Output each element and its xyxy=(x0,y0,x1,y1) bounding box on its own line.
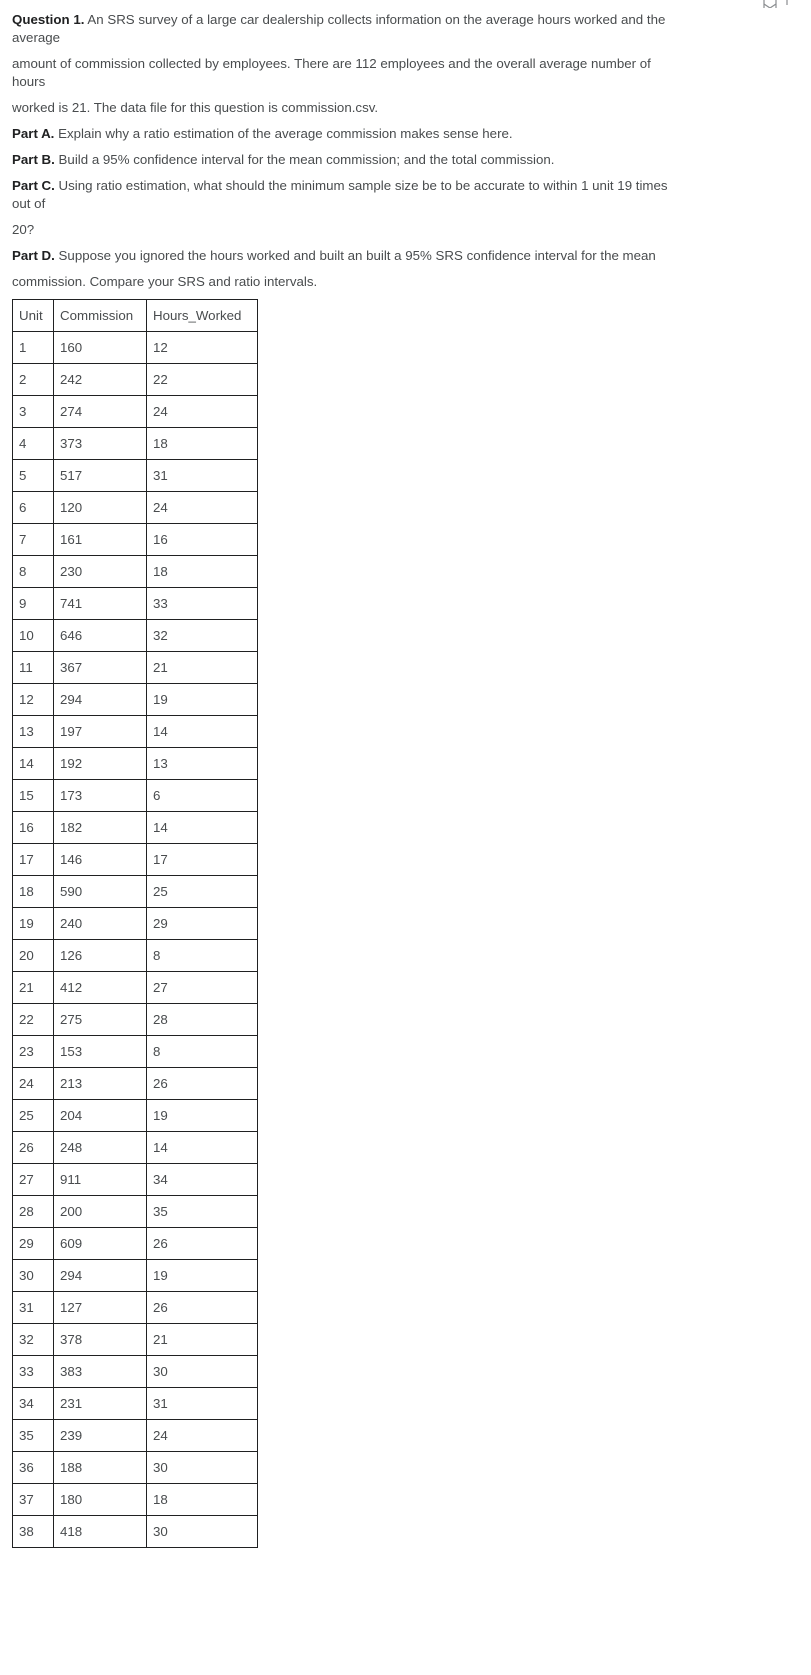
cell-commission: 412 xyxy=(54,972,147,1004)
cell-unit: 11 xyxy=(13,652,54,684)
paragraph-lead: Part C. xyxy=(12,178,55,193)
cell-hours-worked: 6 xyxy=(147,780,258,812)
table-row xyxy=(13,556,258,588)
cell-hours-worked: 32 xyxy=(147,620,258,652)
table-row xyxy=(13,1260,258,1292)
cell-unit: 38 xyxy=(13,1516,54,1548)
cell-commission: 127 xyxy=(54,1292,147,1324)
cell-commission: 242 xyxy=(54,364,147,396)
table-row xyxy=(13,1484,258,1516)
top-right-actions xyxy=(763,0,789,8)
question-paragraph xyxy=(12,55,672,91)
paragraph-text: worked is 21. The data file for this question is commission.csv. xyxy=(12,100,379,115)
cell-commission: 367 xyxy=(54,652,147,684)
cell-hours-worked: 28 xyxy=(147,1004,258,1036)
cell-unit: 13 xyxy=(13,716,54,748)
cell-hours-worked: 30 xyxy=(147,1452,258,1484)
cell-hours-worked: 21 xyxy=(147,652,258,684)
table-row xyxy=(13,1164,258,1196)
table-row xyxy=(13,1132,258,1164)
cell-hours-worked: 16 xyxy=(147,524,258,556)
cell-commission: 248 xyxy=(54,1132,147,1164)
cell-commission: 911 xyxy=(54,1164,147,1196)
question-content xyxy=(12,11,672,1548)
cell-unit: 6 xyxy=(13,492,54,524)
cell-unit: 1 xyxy=(13,332,54,364)
table-row xyxy=(13,396,258,428)
question-paragraph xyxy=(12,151,672,169)
cell-unit: 21 xyxy=(13,972,54,1004)
table-row xyxy=(13,1420,258,1452)
cell-unit: 8 xyxy=(13,556,54,588)
cell-hours-worked: 31 xyxy=(147,1388,258,1420)
cell-unit: 4 xyxy=(13,428,54,460)
cell-unit: 22 xyxy=(13,1004,54,1036)
paragraph-text: amount of commission collected by employees. There are 112 employees and the overall average number of hours xyxy=(12,56,651,89)
cell-hours-worked: 18 xyxy=(147,556,258,588)
cell-hours-worked: 26 xyxy=(147,1292,258,1324)
cell-hours-worked: 25 xyxy=(147,876,258,908)
question-paragraph xyxy=(12,125,672,143)
bookmark-icon[interactable] xyxy=(763,0,777,8)
cell-commission: 383 xyxy=(54,1356,147,1388)
cell-unit: 10 xyxy=(13,620,54,652)
paragraph-lead: Question 1. xyxy=(12,12,85,27)
more-icon[interactable] xyxy=(785,0,789,8)
cell-commission: 294 xyxy=(54,684,147,716)
paragraph-lead: Part B. xyxy=(12,152,55,167)
cell-unit: 29 xyxy=(13,1228,54,1260)
question-text xyxy=(12,11,672,291)
table-row xyxy=(13,940,258,972)
table-row xyxy=(13,652,258,684)
paragraph-lead: Part A. xyxy=(12,126,55,141)
table-row xyxy=(13,428,258,460)
cell-unit: 27 xyxy=(13,1164,54,1196)
cell-commission: 120 xyxy=(54,492,147,524)
cell-commission: 192 xyxy=(54,748,147,780)
cell-commission: 182 xyxy=(54,812,147,844)
table-row xyxy=(13,684,258,716)
cell-hours-worked: 8 xyxy=(147,1036,258,1068)
table-row xyxy=(13,460,258,492)
paragraph-text: Explain why a ratio estimation of the average commission makes sense here. xyxy=(54,126,513,141)
table-row xyxy=(13,524,258,556)
cell-hours-worked: 31 xyxy=(147,460,258,492)
cell-hours-worked: 18 xyxy=(147,1484,258,1516)
cell-unit: 33 xyxy=(13,1356,54,1388)
cell-unit: 32 xyxy=(13,1324,54,1356)
cell-commission: 378 xyxy=(54,1324,147,1356)
cell-hours-worked: 26 xyxy=(147,1068,258,1100)
commission-table xyxy=(12,299,258,1548)
column-header-commission: Commission xyxy=(54,300,147,332)
table-row xyxy=(13,588,258,620)
question-paragraph xyxy=(12,177,672,213)
cell-hours-worked: 21 xyxy=(147,1324,258,1356)
table-row xyxy=(13,908,258,940)
paragraph-text: An SRS survey of a large car dealership collects information on the average hours worked and the average xyxy=(12,12,666,45)
cell-unit: 35 xyxy=(13,1420,54,1452)
cell-hours-worked: 14 xyxy=(147,716,258,748)
cell-commission: 160 xyxy=(54,332,147,364)
cell-unit: 20 xyxy=(13,940,54,972)
cell-unit: 5 xyxy=(13,460,54,492)
table-row xyxy=(13,1036,258,1068)
paragraph-text: commission. Compare your SRS and ratio intervals. xyxy=(12,274,318,289)
cell-hours-worked: 19 xyxy=(147,684,258,716)
paragraph-text: Suppose you ignored the hours worked and built an built a 95% SRS confidence interval for the mean xyxy=(54,248,656,263)
question-paragraph xyxy=(12,247,672,265)
table-row xyxy=(13,1196,258,1228)
table-row xyxy=(13,876,258,908)
cell-hours-worked: 17 xyxy=(147,844,258,876)
cell-commission: 239 xyxy=(54,1420,147,1452)
table-row xyxy=(13,1516,258,1548)
cell-hours-worked: 34 xyxy=(147,1164,258,1196)
cell-commission: 517 xyxy=(54,460,147,492)
cell-hours-worked: 14 xyxy=(147,812,258,844)
cell-unit: 26 xyxy=(13,1132,54,1164)
cell-unit: 28 xyxy=(13,1196,54,1228)
cell-hours-worked: 19 xyxy=(147,1260,258,1292)
table-row xyxy=(13,844,258,876)
table-row xyxy=(13,492,258,524)
cell-hours-worked: 8 xyxy=(147,940,258,972)
cell-unit: 36 xyxy=(13,1452,54,1484)
cell-commission: 146 xyxy=(54,844,147,876)
table-row xyxy=(13,1100,258,1132)
table-body xyxy=(13,332,258,1548)
cell-hours-worked: 14 xyxy=(147,1132,258,1164)
cell-commission: 180 xyxy=(54,1484,147,1516)
cell-commission: 153 xyxy=(54,1036,147,1068)
cell-commission: 294 xyxy=(54,1260,147,1292)
cell-hours-worked: 24 xyxy=(147,1420,258,1452)
cell-hours-worked: 27 xyxy=(147,972,258,1004)
table-row xyxy=(13,1004,258,1036)
cell-commission: 161 xyxy=(54,524,147,556)
paragraph-text: 20? xyxy=(12,222,35,237)
cell-hours-worked: 35 xyxy=(147,1196,258,1228)
cell-unit: 9 xyxy=(13,588,54,620)
cell-hours-worked: 24 xyxy=(147,396,258,428)
cell-commission: 373 xyxy=(54,428,147,460)
cell-unit: 17 xyxy=(13,844,54,876)
cell-commission: 204 xyxy=(54,1100,147,1132)
cell-commission: 609 xyxy=(54,1228,147,1260)
table-row xyxy=(13,1388,258,1420)
table-row xyxy=(13,1292,258,1324)
cell-hours-worked: 24 xyxy=(147,492,258,524)
cell-hours-worked: 30 xyxy=(147,1356,258,1388)
table-row xyxy=(13,1068,258,1100)
cell-hours-worked: 33 xyxy=(147,588,258,620)
cell-hours-worked: 22 xyxy=(147,364,258,396)
cell-unit: 18 xyxy=(13,876,54,908)
paragraph-lead: Part D. xyxy=(12,248,55,263)
table-row xyxy=(13,716,258,748)
table-row xyxy=(13,1452,258,1484)
cell-unit: 16 xyxy=(13,812,54,844)
table-header-row xyxy=(13,300,258,332)
cell-commission: 590 xyxy=(54,876,147,908)
cell-unit: 19 xyxy=(13,908,54,940)
cell-hours-worked: 29 xyxy=(147,908,258,940)
paragraph-text: Using ratio estimation, what should the minimum sample size be to be accurate to within 1 unit 19 times out of xyxy=(12,178,668,211)
question-paragraph xyxy=(12,99,672,117)
cell-hours-worked: 13 xyxy=(147,748,258,780)
cell-hours-worked: 12 xyxy=(147,332,258,364)
cell-commission: 240 xyxy=(54,908,147,940)
cell-commission: 213 xyxy=(54,1068,147,1100)
cell-commission: 646 xyxy=(54,620,147,652)
cell-commission: 200 xyxy=(54,1196,147,1228)
cell-hours-worked: 18 xyxy=(147,428,258,460)
cell-commission: 231 xyxy=(54,1388,147,1420)
cell-unit: 15 xyxy=(13,780,54,812)
cell-commission: 188 xyxy=(54,1452,147,1484)
cell-unit: 24 xyxy=(13,1068,54,1100)
table-row xyxy=(13,620,258,652)
column-header-unit: Unit xyxy=(13,300,54,332)
question-paragraph xyxy=(12,11,672,47)
cell-commission: 197 xyxy=(54,716,147,748)
table-row xyxy=(13,1324,258,1356)
cell-commission: 741 xyxy=(54,588,147,620)
cell-hours-worked: 30 xyxy=(147,1516,258,1548)
table-row xyxy=(13,1356,258,1388)
cell-unit: 12 xyxy=(13,684,54,716)
cell-unit: 2 xyxy=(13,364,54,396)
table-row xyxy=(13,748,258,780)
table-row xyxy=(13,812,258,844)
cell-unit: 37 xyxy=(13,1484,54,1516)
question-paragraph xyxy=(12,273,672,291)
table-row xyxy=(13,1228,258,1260)
table-row xyxy=(13,972,258,1004)
column-header-hours-worked: Hours_Worked xyxy=(147,300,258,332)
cell-hours-worked: 26 xyxy=(147,1228,258,1260)
cell-unit: 3 xyxy=(13,396,54,428)
cell-unit: 25 xyxy=(13,1100,54,1132)
cell-unit: 30 xyxy=(13,1260,54,1292)
cell-unit: 31 xyxy=(13,1292,54,1324)
cell-unit: 7 xyxy=(13,524,54,556)
cell-commission: 274 xyxy=(54,396,147,428)
question-paragraph xyxy=(12,221,672,239)
table-row xyxy=(13,332,258,364)
paragraph-text: Build a 95% confidence interval for the mean commission; and the total commission. xyxy=(54,152,555,167)
cell-commission: 126 xyxy=(54,940,147,972)
table-row xyxy=(13,780,258,812)
cell-unit: 14 xyxy=(13,748,54,780)
table-row xyxy=(13,364,258,396)
cell-commission: 230 xyxy=(54,556,147,588)
cell-unit: 34 xyxy=(13,1388,54,1420)
cell-commission: 173 xyxy=(54,780,147,812)
cell-commission: 418 xyxy=(54,1516,147,1548)
cell-hours-worked: 19 xyxy=(147,1100,258,1132)
cell-unit: 23 xyxy=(13,1036,54,1068)
cell-commission: 275 xyxy=(54,1004,147,1036)
